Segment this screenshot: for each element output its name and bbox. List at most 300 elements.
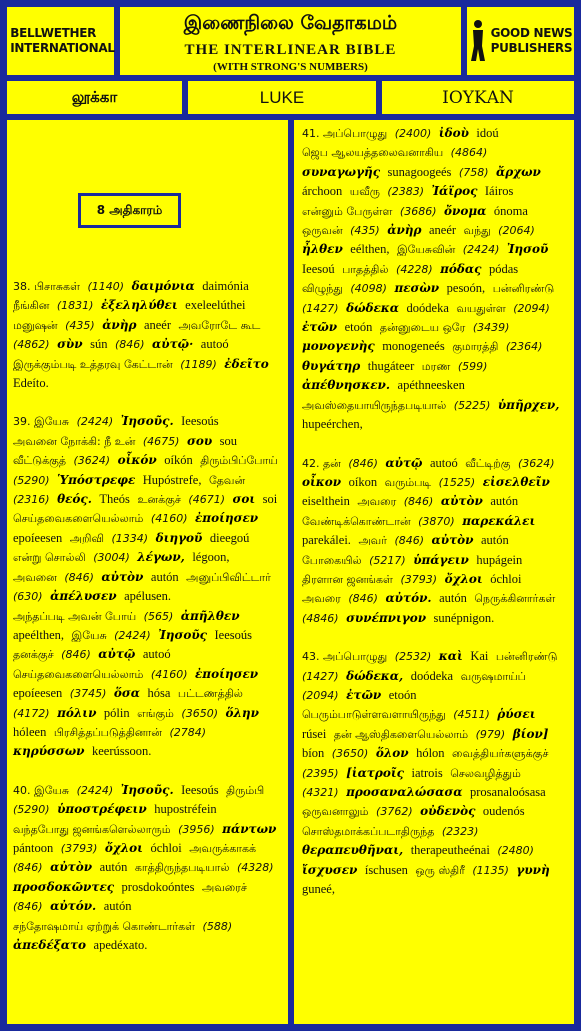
title-block bbox=[117, 4, 464, 78]
greek-word: αὐτόν. bbox=[385, 591, 432, 606]
greek-word: μονογενὴς bbox=[302, 339, 375, 354]
tamil-text: விழுந்து bbox=[302, 282, 343, 296]
tamil-text: அனுப்பிவிட்டார் bbox=[186, 570, 271, 584]
strong-number: (5290) bbox=[13, 803, 50, 817]
greek-word: σοι bbox=[232, 492, 256, 507]
greek-word: ἀπέλυσεν bbox=[50, 589, 117, 604]
strong-number: (3624) bbox=[518, 456, 555, 470]
greek-word: εἰσελθεῖν bbox=[482, 474, 550, 489]
tamil-text: குமாரத்தி bbox=[452, 340, 499, 354]
strong-number: (4328) bbox=[236, 861, 274, 875]
tamil-text: அவரை bbox=[302, 592, 341, 606]
right-column-text bbox=[302, 124, 568, 899]
strong-number: (565) bbox=[143, 609, 174, 623]
transliteration: oíkon bbox=[348, 474, 378, 489]
greek-word: ἰδοὺ bbox=[438, 126, 469, 140]
transliteration: exeleelúthei bbox=[185, 298, 246, 313]
greek-word: σου bbox=[186, 433, 213, 448]
tamil-text: தன் ஆஸ்திகளையெல்லாம் bbox=[333, 727, 469, 741]
transliteration: thugáteer bbox=[367, 358, 415, 373]
transliteration: apeélthen, bbox=[13, 627, 65, 642]
transliteration: guneé, bbox=[302, 882, 335, 897]
transliteration: árchoon bbox=[302, 184, 343, 199]
strong-number: (3870) bbox=[418, 514, 455, 528]
strong-number: (1831) bbox=[56, 299, 94, 313]
tamil-text: வந்தபோது ஜனங்களெல்லாரும் bbox=[13, 822, 171, 836]
transliteration: hupeérchen, bbox=[302, 417, 363, 432]
transliteration: autoó bbox=[200, 337, 229, 352]
greek-word: πόλιν bbox=[57, 705, 97, 720]
transliteration: eélthen, bbox=[350, 242, 390, 257]
greek-word: αὐτῷ bbox=[98, 647, 136, 662]
greek-word: δώδεκα bbox=[346, 300, 400, 315]
strong-number: (588) bbox=[202, 919, 233, 933]
tamil-text: ஜெப ஆலயத்தலைவனாகிய bbox=[302, 146, 444, 160]
strong-number: (3650) bbox=[331, 747, 369, 761]
greek-word: αὐτὸν bbox=[101, 569, 144, 584]
greek-word: ὅσα bbox=[113, 686, 140, 701]
greek-word: ἐποίησεν bbox=[195, 666, 259, 681]
verse-38 bbox=[13, 277, 283, 393]
strong-number: (3793) bbox=[60, 841, 98, 855]
tamil-text: செய்தவைகளையெல்லாம் bbox=[13, 512, 144, 526]
transliteration: parekálei. bbox=[302, 533, 351, 548]
tamil-text: இயேசுவின் bbox=[396, 243, 456, 257]
strong-number: (4862) bbox=[13, 338, 50, 352]
transliteration: autón bbox=[99, 860, 128, 875]
transliteration: doódeka bbox=[410, 668, 454, 683]
strong-number: (4321) bbox=[302, 786, 339, 799]
tamil-text: இருக்கும்படி உத்தரவு கேட்டான் bbox=[13, 357, 173, 371]
strong-number: (2064) bbox=[498, 224, 535, 238]
tamil-text: சொஸ்தமாக்கப்படாதிருந்த bbox=[302, 824, 435, 838]
transliteration: apélusen. bbox=[124, 589, 171, 604]
tamil-text: மரண bbox=[421, 359, 451, 373]
greek-word: θυγάτηρ bbox=[302, 358, 361, 373]
transliteration: Edeíto. bbox=[13, 376, 49, 391]
transliteration: hósa bbox=[147, 686, 171, 701]
greek-word: πάντων bbox=[222, 821, 277, 836]
transliteration: hólon bbox=[416, 746, 445, 761]
tamil-text: திரும்பிப்போய் bbox=[200, 454, 278, 468]
greek-word: ἐδεῖτο bbox=[224, 356, 269, 371]
transliteration: hupágein bbox=[476, 552, 523, 567]
transliteration: epoíeesen bbox=[13, 686, 63, 701]
strong-number: (2784) bbox=[169, 725, 207, 739]
strong-number: (2532) bbox=[394, 650, 432, 664]
verse-43 bbox=[302, 647, 568, 899]
title-english: THE INTERLINEAR BIBLE bbox=[184, 42, 397, 58]
strong-number: (2094) bbox=[302, 688, 339, 702]
strong-number: (630) bbox=[13, 590, 43, 604]
transliteration: Kai bbox=[470, 649, 489, 664]
tamil-text: வரும்படி bbox=[384, 475, 432, 489]
transliteration: idoú bbox=[476, 126, 499, 140]
strong-number: (1427) bbox=[302, 301, 339, 315]
tamil-text: பட்டணத்தில் bbox=[177, 687, 243, 701]
left-logo-line-1: BELLWETHER bbox=[10, 26, 97, 40]
transliteration: autón bbox=[490, 494, 519, 509]
strong-number: (3745) bbox=[69, 687, 107, 701]
strong-number: (5290) bbox=[13, 473, 50, 487]
transliteration: apedéxato. bbox=[93, 938, 148, 952]
transliteration: iatrois bbox=[411, 765, 443, 780]
greek-word: συναγωγῆς bbox=[302, 164, 381, 179]
strong-number: (3956) bbox=[178, 822, 215, 836]
strong-number: (846) bbox=[114, 338, 145, 352]
greek-word: οἶκον bbox=[302, 474, 342, 489]
left-logo-line-2: INTERNATIONAL bbox=[10, 41, 115, 55]
verse-39 bbox=[13, 412, 283, 761]
greek-word: αὐτὸν bbox=[440, 494, 483, 509]
transliteration: doódeka bbox=[406, 300, 449, 315]
tamil-text: அறிவி bbox=[69, 531, 104, 545]
tamil-text: என்னும் பேருள்ள bbox=[302, 204, 393, 218]
strong-number: (4511) bbox=[453, 708, 490, 722]
transliteration: Ieesoús bbox=[181, 414, 219, 429]
strong-number: (1525) bbox=[438, 475, 476, 489]
tamil-text: 41. அப்பொழுது bbox=[302, 127, 388, 140]
transliteration: autón bbox=[103, 899, 132, 914]
greek-word: αὐτῷ bbox=[385, 455, 423, 470]
tamil-text: அவரோடே கூட bbox=[178, 318, 261, 332]
tamil-text: நெருக்கினார்கள் bbox=[474, 592, 556, 606]
tamil-text: அந்தப்படி அவன் போய் bbox=[13, 609, 137, 623]
strong-number: (2364) bbox=[505, 340, 543, 354]
transliteration: prosanaloósasa bbox=[470, 785, 546, 799]
strong-number: (3439) bbox=[472, 321, 510, 335]
verse-41 bbox=[302, 124, 568, 435]
tamil-text: அவனை bbox=[13, 570, 57, 584]
transliteration: sún bbox=[90, 337, 108, 352]
transliteration: hupostréfein bbox=[154, 802, 217, 817]
transliteration: autón bbox=[150, 569, 179, 584]
greek-word: δώδεκα, bbox=[346, 668, 404, 683]
greek-word: ὑποστρέφειν bbox=[57, 802, 147, 817]
tamil-text: அவர் bbox=[358, 534, 387, 548]
strong-number: (846) bbox=[61, 648, 91, 662]
strong-number: (4160) bbox=[150, 667, 188, 681]
greek-word: Ἰάϊρος bbox=[431, 184, 478, 199]
transliteration: monogeneés bbox=[382, 339, 445, 354]
transliteration: rúsei bbox=[302, 726, 327, 741]
transliteration: pódas bbox=[488, 261, 519, 276]
tamil-text: வயதுள்ள bbox=[456, 301, 506, 315]
strong-number: (758) bbox=[458, 165, 489, 179]
greek-word: Ἰησοῦς. bbox=[120, 414, 174, 429]
greek-word: Ὑπόστρεφε bbox=[57, 472, 136, 487]
strong-number: (2400) bbox=[394, 127, 432, 140]
strong-number: (1140) bbox=[87, 280, 125, 293]
book-name-tamil: லூக்கா bbox=[4, 78, 185, 117]
transliteration: dieegoú bbox=[209, 530, 250, 545]
greek-word: ἀνὴρ bbox=[387, 223, 422, 238]
transliteration: óchloi bbox=[150, 840, 182, 855]
greek-word: ἐποίησεν bbox=[195, 511, 259, 526]
tamil-text: சந்தோஷமாய் ஏற்றுக் கொண்டார்கள் bbox=[13, 919, 196, 933]
strong-number: (846) bbox=[348, 456, 378, 470]
strong-number: (846) bbox=[13, 861, 43, 875]
tamil-text: திரளான ஜனங்கள் bbox=[302, 572, 393, 586]
strong-number: (4675) bbox=[142, 434, 180, 448]
greek-word: αὐτῷ· bbox=[152, 337, 194, 352]
transliteration: óchloi bbox=[490, 571, 522, 586]
transliteration: autoó bbox=[142, 647, 171, 662]
strong-number: (3624) bbox=[73, 454, 111, 468]
tamil-text: வீட்டிற்கு bbox=[465, 456, 511, 470]
greek-word: ἴσχυσεν bbox=[302, 862, 358, 877]
greek-word: ἐτῶν bbox=[346, 687, 382, 702]
tamil-text: உனக்குச் bbox=[137, 493, 181, 507]
tamil-text: பன்னிரண்டு bbox=[495, 650, 558, 664]
tamil-text: பெரும்பாடுள்ளவளாயிருந்து bbox=[302, 708, 446, 722]
tamil-text: அவஸ்தையாயிருந்தபடியால் bbox=[302, 398, 447, 412]
greek-word: ὄνομα bbox=[443, 203, 487, 218]
transliteration: aneér bbox=[143, 317, 172, 332]
greek-word: Ἰησοῦς bbox=[158, 627, 207, 642]
title-tamil: இணைநிலை வேதாகமம் bbox=[183, 12, 398, 34]
tamil-text: தேவன் bbox=[208, 473, 246, 487]
strong-number: (2323) bbox=[441, 824, 479, 838]
strong-number: (435) bbox=[350, 224, 380, 238]
strong-number: (4671) bbox=[188, 493, 225, 507]
tamil-text: வைத்தியர்களுக்குச் bbox=[452, 747, 549, 761]
tamil-text: காத்திருந்தபடியால் bbox=[134, 861, 230, 875]
transliteration: íschusen bbox=[364, 862, 408, 877]
greek-word: οὐδενὸς bbox=[420, 804, 476, 819]
greek-word: συνέπνιγον bbox=[346, 610, 427, 625]
greek-word: [ἰατροῖς bbox=[346, 765, 404, 780]
transliteration: Ieesoús bbox=[214, 627, 252, 642]
right-logo-line-1: GOOD NEWS bbox=[490, 26, 573, 40]
strong-number: (2424) bbox=[76, 783, 114, 797]
greek-word: πόδας bbox=[440, 261, 482, 276]
strong-number: (846) bbox=[348, 592, 378, 606]
transliteration: Ieesoú bbox=[302, 261, 335, 276]
verse-40 bbox=[13, 781, 283, 956]
strong-number: (1135) bbox=[472, 863, 509, 877]
strong-number: (2424) bbox=[76, 415, 114, 429]
transliteration: oíkón bbox=[164, 453, 193, 468]
strong-number: (3650) bbox=[181, 706, 218, 720]
greek-word: πεσὼν bbox=[394, 281, 440, 296]
transliteration: sou bbox=[219, 433, 238, 448]
right-logo bbox=[464, 4, 577, 78]
tamil-text: அவரை bbox=[357, 495, 397, 509]
greek-word: σὺν bbox=[57, 337, 83, 352]
tamil-text: போகையில் bbox=[302, 553, 362, 567]
tamil-text: 40. இயேசு bbox=[13, 783, 70, 797]
strong-number: (2395) bbox=[302, 766, 339, 780]
strong-number: (1189) bbox=[180, 357, 217, 371]
strong-number: (2316) bbox=[13, 493, 50, 507]
book-name-greek: ΙΟΥΚΑΝ bbox=[379, 78, 577, 117]
strong-number: (1334) bbox=[111, 531, 149, 545]
greek-word: ὑπῆρχεν, bbox=[497, 397, 560, 412]
strong-number: (5217) bbox=[369, 553, 406, 567]
title-subtitle: (WITH STRONG'S NUMBERS) bbox=[213, 61, 368, 73]
strong-number: (846) bbox=[403, 495, 434, 509]
book-name-english: LUKE bbox=[185, 78, 379, 117]
greek-word: θεός. bbox=[57, 492, 92, 507]
left-column-text bbox=[13, 277, 283, 955]
strong-number: (2424) bbox=[114, 628, 151, 642]
strong-number: (5225) bbox=[453, 398, 491, 412]
tamil-text: இயேசு bbox=[71, 628, 107, 642]
greek-word: ὅλην bbox=[225, 705, 259, 720]
strong-number: (2424) bbox=[462, 243, 500, 257]
tamil-text: அவருக்காகக் bbox=[189, 841, 257, 855]
strong-number: (2383) bbox=[387, 185, 424, 199]
transliteration: bíon bbox=[302, 746, 325, 761]
greek-word: καὶ bbox=[438, 649, 463, 664]
right-logo-line-2: PUBLISHERS bbox=[490, 41, 573, 55]
transliteration: prosdokoóntes bbox=[121, 879, 195, 894]
chapter-label: 8 அதிகாரம் bbox=[78, 193, 181, 228]
strong-number: (3004) bbox=[93, 551, 130, 565]
greek-word: ἦλθεν bbox=[302, 242, 343, 257]
tamil-text: ஒருவன் bbox=[302, 224, 343, 238]
strong-number: (599) bbox=[457, 359, 488, 373]
tamil-text: அவரைச் bbox=[201, 880, 247, 894]
transliteration: therapeutheénai bbox=[410, 843, 490, 858]
transliteration: keerússoon. bbox=[91, 744, 152, 759]
greek-word: ῥύσει bbox=[497, 707, 536, 722]
greek-word: λέγων, bbox=[137, 550, 185, 565]
transliteration: daimónia bbox=[202, 279, 249, 293]
greek-word: ἀπεδέξατο bbox=[13, 938, 87, 952]
greek-word: αὐτόν. bbox=[50, 899, 97, 914]
strong-number: (846) bbox=[64, 570, 94, 584]
tamil-text: 42. தன் bbox=[302, 456, 341, 470]
tamil-text: ஒருவனாலும் bbox=[302, 805, 369, 819]
transliteration: etoón bbox=[388, 687, 417, 702]
tamil-text: 38. பிசாசுகள் bbox=[13, 280, 80, 293]
left-logo bbox=[4, 4, 117, 78]
tamil-text: 39. இயேசு bbox=[13, 415, 70, 429]
greek-word: αὐτὸν bbox=[50, 860, 93, 875]
tamil-text: வீட்டுக்குத் bbox=[13, 454, 67, 468]
strong-number: (4846) bbox=[302, 611, 339, 625]
transliteration: eiselthein bbox=[302, 494, 350, 509]
greek-word: προσαναλώσασα bbox=[346, 785, 463, 799]
transliteration: Ieesoús bbox=[181, 782, 219, 797]
tamil-text: பாதத்தில் bbox=[342, 262, 389, 276]
tamil-text: வந்து bbox=[463, 224, 491, 238]
strong-number: (3762) bbox=[376, 805, 413, 819]
tamil-text: நீங்கின bbox=[13, 299, 50, 313]
tamil-text: தன்னுடைய ஒரே bbox=[379, 321, 466, 335]
greek-word: ὄχλοι bbox=[444, 571, 483, 586]
tamil-text: அவனை நோக்கி: நீ உன் bbox=[13, 434, 136, 448]
strong-number: (4172) bbox=[13, 706, 50, 720]
transliteration: autoó bbox=[429, 455, 458, 470]
greek-word: ἐτῶν bbox=[302, 320, 338, 335]
tamil-text: ஒரு ஸ்திரீ bbox=[415, 863, 465, 877]
tamil-text: யவீரு bbox=[349, 185, 380, 199]
greek-word: ἀνὴρ bbox=[102, 317, 137, 332]
greek-word: θεραπευθῆναι, bbox=[302, 843, 404, 858]
transliteration: epoíeesen bbox=[13, 530, 63, 545]
greek-word: ὅλον bbox=[375, 746, 409, 761]
transliteration: hóleen bbox=[13, 724, 47, 739]
transliteration: apéthneesken bbox=[397, 378, 465, 393]
greek-word: διηγοῦ bbox=[155, 530, 203, 545]
tamil-text: 43. அப்பொழுது bbox=[302, 650, 388, 664]
greek-word: Ἰησοῦ bbox=[506, 242, 549, 257]
greek-word: προσδοκῶντες bbox=[13, 879, 115, 894]
transliteration: aneér bbox=[428, 223, 457, 238]
greek-word: ἐξεληλύθει bbox=[100, 298, 178, 313]
transliteration: autón bbox=[439, 591, 467, 606]
transliteration: autón bbox=[481, 533, 509, 548]
strong-number: (2480) bbox=[497, 844, 534, 858]
tamil-text: வேண்டிக்கொண்டான் bbox=[302, 514, 411, 528]
strong-number: (4864) bbox=[450, 146, 488, 160]
transliteration: etoón bbox=[344, 320, 373, 335]
transliteration: ónoma bbox=[493, 203, 528, 218]
figure-icon bbox=[469, 19, 487, 63]
transliteration: Iáiros bbox=[484, 184, 514, 199]
tamil-text: செய்தவைகளையெல்லாம் bbox=[13, 667, 144, 681]
greek-word: ὄχλοι bbox=[104, 840, 143, 855]
greek-word: ἀπῆλθεν bbox=[180, 608, 240, 623]
strong-number: (435) bbox=[65, 318, 95, 332]
tamil-text: எங்கும் bbox=[137, 706, 174, 720]
transliteration: sunagoogeés bbox=[387, 164, 452, 179]
tamil-text: தனக்குச் bbox=[13, 648, 54, 662]
greek-word: Ἰησοῦς. bbox=[120, 782, 174, 797]
strong-number: (4228) bbox=[396, 262, 433, 276]
tamil-text: செலவழித்தும் bbox=[450, 766, 521, 780]
strong-number: (846) bbox=[394, 534, 425, 548]
strong-number: (846) bbox=[13, 900, 43, 914]
strong-number: (4098) bbox=[350, 282, 387, 296]
greek-word: αὐτὸν bbox=[431, 533, 474, 548]
transliteration: soi bbox=[262, 492, 278, 507]
greek-word: ἄρχων bbox=[496, 164, 541, 179]
transliteration: oudenós bbox=[482, 804, 525, 819]
greek-word: οἶκόν bbox=[117, 453, 157, 468]
greek-word: ἀπέθνησκεν. bbox=[302, 378, 391, 393]
greek-word: βίον] bbox=[512, 726, 549, 741]
tamil-text: பிரசித்தப்படுத்தினான் bbox=[53, 725, 162, 739]
tamil-text: திரும்பி bbox=[226, 783, 265, 797]
greek-word: κηρύσσων bbox=[13, 744, 85, 759]
transliteration: légoon, bbox=[192, 550, 230, 565]
tamil-text: என்று சொல்லி bbox=[13, 551, 86, 565]
verse-42 bbox=[302, 454, 568, 629]
transliteration: Theós bbox=[99, 492, 130, 507]
transliteration: pólin bbox=[103, 705, 130, 720]
transliteration: Hupóstrefe, bbox=[142, 472, 202, 487]
greek-word: γυνὴ bbox=[516, 862, 550, 877]
strong-number: (979) bbox=[475, 727, 506, 741]
transliteration: sunépnigon. bbox=[433, 610, 495, 625]
tamil-text: பன்னிரண்டு bbox=[492, 282, 555, 296]
strong-number: (3686) bbox=[399, 204, 437, 218]
transliteration: pántoon bbox=[13, 840, 54, 855]
greek-word: ὑπάγειν bbox=[413, 552, 469, 567]
strong-number: (1427) bbox=[302, 669, 339, 683]
tamil-text: மனுஷன் bbox=[13, 318, 58, 332]
greek-word: παρεκάλει bbox=[462, 513, 536, 528]
strong-number: (2094) bbox=[513, 301, 550, 315]
strong-number: (3793) bbox=[400, 572, 438, 586]
greek-word: δαιμόνια bbox=[131, 279, 195, 293]
tamil-text: வருஷமாய்ப் bbox=[460, 669, 526, 683]
strong-number: (4160) bbox=[150, 512, 188, 526]
